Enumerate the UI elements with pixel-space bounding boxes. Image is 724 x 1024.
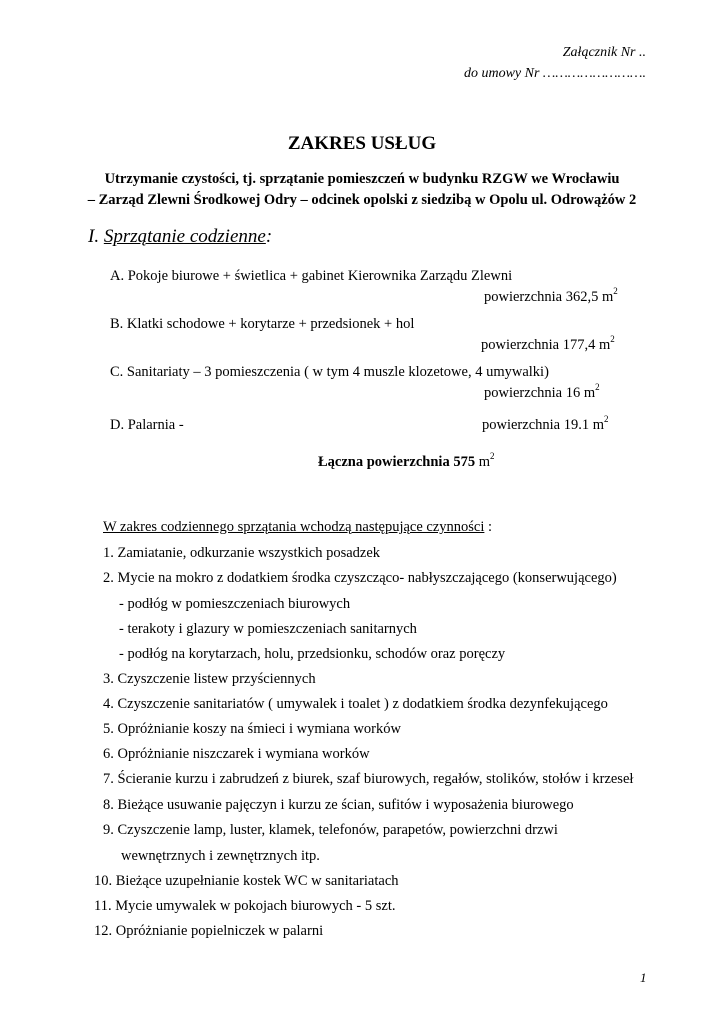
contract-number: do umowy Nr ……………………. [463, 66, 646, 81]
list-item: 9. Czyszczenie lamp, luster, klamek, telefonów, parapetów, powierzchni drzwi [103, 822, 558, 838]
total-sup: 2 [489, 451, 495, 461]
section-label: Sprzątanie codzienne [103, 226, 266, 247]
area-c-value [484, 382, 600, 402]
area-c-sup: 2 [595, 382, 600, 392]
area-d-desc: D. Palarnia - [110, 417, 184, 433]
subtitle-line-1: Utrzymanie czystości, tj. sprzątanie pomieszczeń w budynku RZGW we Wrocławiu [104, 171, 620, 187]
scope-heading-colon: : [484, 519, 493, 535]
scope-heading [103, 519, 492, 536]
list-item: 5. Opróżnianie koszy na śmieci i wymiana worków [103, 721, 401, 737]
list-item: wewnętrznych i zewnętrznych itp. [121, 848, 320, 864]
area-a-value [484, 286, 618, 306]
area-b-desc: B. Klatki schodowe + korytarze + przedsionek + hol [110, 316, 415, 332]
list-item: - podłóg na korytarzach, holu, przedsionku, schodów oraz poręczy [119, 646, 506, 662]
area-c-desc: C. Sanitariaty – 3 pomieszczenia ( w tym 4 muszle klozetowe, 4 umywalki) [110, 364, 549, 380]
page-title: ZAKRES USŁUG [287, 133, 437, 154]
list-item: 8. Bieżące usuwanie pajęczyn i kurzu ze ścian, sufitów i wyposażenia biurowego [103, 797, 574, 813]
section-number: I. [88, 226, 100, 247]
list-item: 3. Czyszczenie listew przyściennych [103, 671, 316, 687]
total-area [318, 451, 495, 471]
area-a-text: powierzchnia 362,5 m [484, 289, 614, 305]
area-c-text: powierzchnia 16 m [484, 385, 596, 401]
section-heading [88, 226, 272, 248]
total-unit: m [475, 454, 490, 470]
area-d-text: powierzchnia 19.1 m [482, 417, 605, 433]
list-item: 11. Mycie umywalek w pokojach biurowych - 5 szt. [94, 898, 396, 914]
list-item: - terakoty i glazury w pomieszczeniach sanitarnych [119, 621, 417, 637]
area-b-text: powierzchnia 177,4 m [481, 337, 611, 353]
list-item: 10. Bieżące uzupełnianie kostek WC w sanitariatach [94, 873, 399, 889]
area-d-value [482, 414, 609, 434]
list-item: 2. Mycie na mokro z dodatkiem środka czyszcząco- nabłyszczającego (konserwującego) [103, 570, 617, 586]
page-number: 1 [640, 970, 647, 985]
area-a-desc: A. Pokoje biurowe + świetlica + gabinet Kierownika Zarządu Zlewni [110, 268, 513, 284]
area-b-sup: 2 [610, 334, 615, 344]
list-item: 7. Ścieranie kurzu i zabrudzeń z biurek, szaf biurowych, regałów, stolików, stołów i krzeseł [103, 771, 634, 787]
subtitle-line-2: – Zarząd Zlewni Środkowej Odry – odcinek opolski z siedzibą w Opolu ul. Odrowążów 2 [87, 192, 637, 208]
area-b-value [481, 334, 615, 354]
list-item: 6. Opróżnianie niszczarek i wymiana worków [103, 746, 370, 762]
scope-heading-text: W zakres codziennego sprzątania wchodzą następujące czynności [103, 519, 485, 535]
area-d-sup: 2 [604, 414, 609, 424]
section-colon: : [265, 226, 273, 247]
area-a-sup: 2 [613, 286, 618, 296]
list-item: 4. Czyszczenie sanitariatów ( umywalek i toalet ) z dodatkiem środka dezynfekującego [103, 696, 608, 712]
list-item: 1. Zamiatanie, odkurzanie wszystkich posadzek [103, 545, 381, 561]
list-item: 12. Opróżnianie popielniczek w palarni [94, 923, 324, 939]
list-item: - podłóg w pomieszczeniach biurowych [119, 596, 351, 612]
total-label: Łączna powierzchnia 575 [318, 454, 476, 470]
attachment-number: Załącznik Nr .. [562, 45, 646, 60]
